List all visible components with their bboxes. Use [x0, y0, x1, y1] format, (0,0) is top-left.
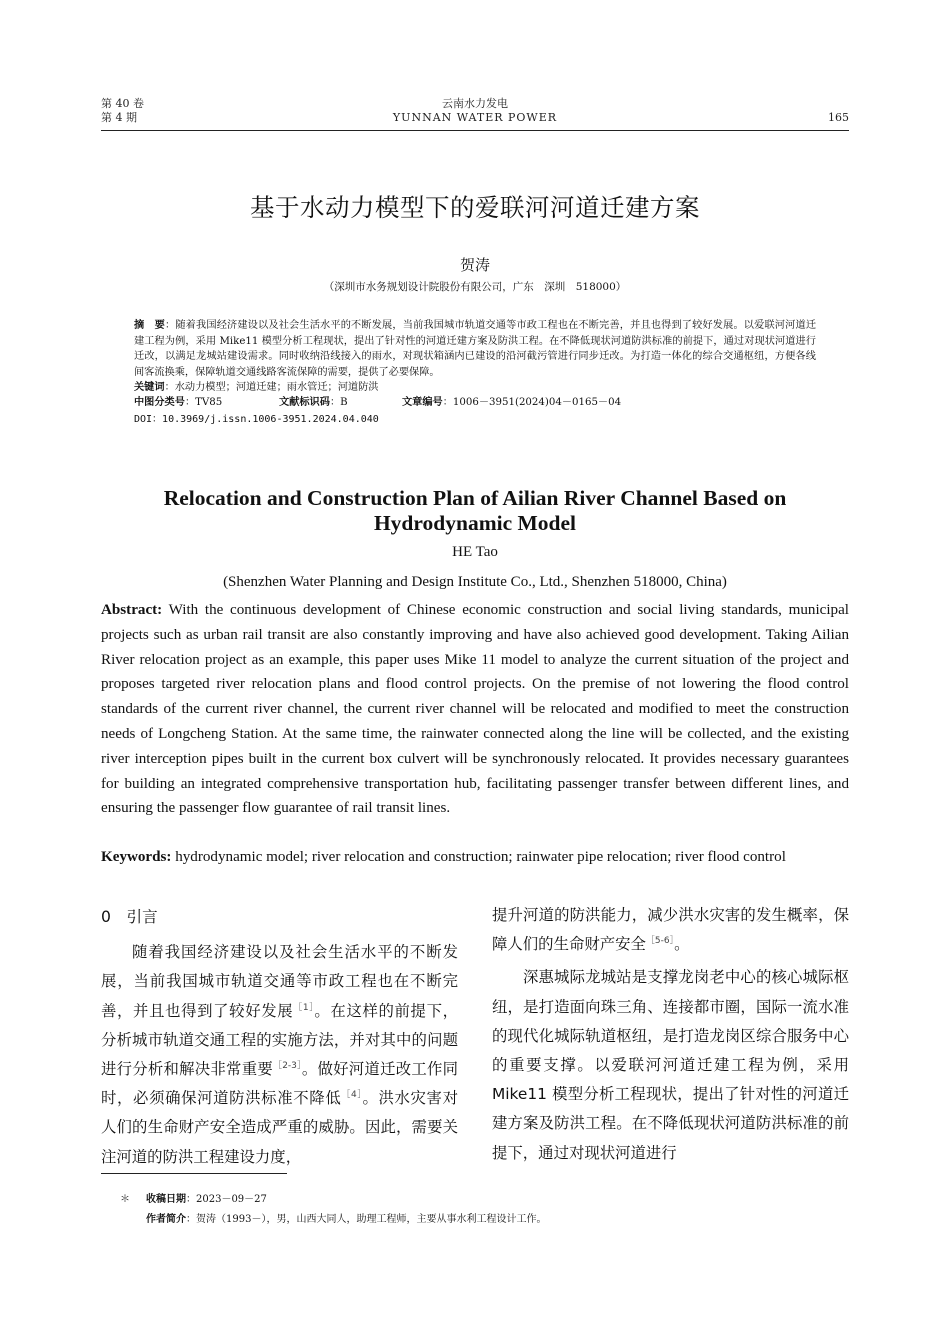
issue-label: 第 4 期: [101, 111, 137, 124]
volume-label: 第 40 卷: [101, 97, 144, 110]
footnote-received: [120, 1192, 267, 1208]
p1-text-a: 随着我国经济建设以及社会生活水平的不断发展，当前我国城市轨道交通等市政工程也在不断完善，并且也得到了较好发展: [101, 943, 458, 1020]
citation-5-6[interactable]: ［5-6］: [645, 936, 675, 947]
abstract-en-text: With the continuous development of Chinese economic construction and social living standards, municipal projects such as urban rail transit are also constantly improving and have also achieved good development. Taking Ailian River relocation project as an example, this paper uses Mike 11 model to analyze the current situation of the project and proposes targeted river relocation plans and flood control projects. On the premise of not lowering the flood control standards of the current river channel, the current river channel will be relocated and modified to meet the construction needs of Longcheng Station. At the same time, the rainwater connected along the line will be collected, and the existing river interception pipes built in the current box culvert will be synchronously relocated. It provides necessary guarantees for building an integrated comprehensive transportation hub, facilitating passenger transfer between different lines, and ensuring the passenger flow guarantee of rail transit lines.: [101, 602, 849, 817]
p2-text-a: 提升河道的防洪能力，减少洪水灾害的发生概率，保障人们的生命财产安全: [492, 906, 849, 954]
intro-paragraph-1-continued: [492, 901, 849, 959]
abstract-cn: [134, 318, 816, 427]
body-column-left: [101, 903, 458, 1172]
keywords-cn-label: 关键词: [134, 382, 165, 394]
abstract-en-label: Abstract:: [101, 602, 163, 618]
article-no-field: [402, 395, 621, 410]
doc-code-value: ：B: [329, 397, 348, 409]
citation-1[interactable]: ［1］: [293, 1002, 315, 1013]
citation-4[interactable]: ［4］: [341, 1090, 363, 1101]
footnote-divider: [101, 1173, 287, 1174]
classification-line: [134, 395, 816, 412]
footnote-star: ＊: [120, 1194, 130, 1205]
intro-paragraph-1: [101, 938, 458, 1172]
abstract-cn-text: ：随着我国经济建设以及社会生活水平的不断发展，当前我国城市轨道交通等市政工程也在不断完善，并且也得到了较好发展。以爱联河河道迁建工程为例，采用 Mike11 模型分析工程现状，提出了针对性的河道迁建方案及防洪工程。在不降低现状河道防洪标准的前提下，通过对现状河道进行迁改，以满足龙城站建设需求。同时收纳沿线接入的雨水，对现状箱涵内已建设的沿河截污管进行同步迁改。为打造一体化的综合交通枢纽，方便各线间客流换乘，保障轨道交通线路客流保障的需要，提供了必要保障。: [134, 320, 817, 378]
page-number: 165: [828, 111, 849, 124]
doc-code-label: 文献标识码: [279, 397, 330, 409]
journal-name-en: YUNNAN WATER POWER: [392, 111, 558, 124]
article-no-value: ：1006－3951(2024)04－0165－04: [442, 397, 622, 409]
received-value: ：2023－09－27: [186, 1194, 267, 1205]
doi[interactable]: DOI：10.3969/j.issn.1006-3951.2024.04.040: [134, 414, 379, 426]
keywords-en: [101, 846, 849, 868]
keywords-en-label: Keywords:: [101, 849, 172, 865]
p1-text-d: 。洪水灾害对人们的生命财产安全造成严重的威胁。因此，需要关注河道的防洪工程建设力度，: [101, 1089, 458, 1166]
clc-field: [134, 395, 222, 410]
paper-title-cn: 基于水动力模型下的爱联河河道迁建方案: [250, 193, 700, 222]
keywords-cn: [134, 380, 816, 395]
footnote-author-bio: [146, 1212, 546, 1228]
keywords-cn-text: ：水动力模型；河道迁建；雨水管迁；河道防洪: [164, 382, 379, 394]
intro-paragraph-2: 深惠城际龙城站是支撑龙岗老中心的核心城际枢纽，是打造面向珠三角、连接都市圈，国际一流水准的现代化城际轨道枢纽，是打造龙岗区综合服务中心的重要支撑。以爱联河河道迁建工程为例，采用 Mike11 模型分析工程现状，提出了针对性的河道迁建方案及防洪工程。在不降低现状河道防洪标准的前提下，通过对现状河道进行: [492, 968, 849, 1162]
clc-label: 中图分类号: [134, 397, 185, 409]
section-heading-introduction: 0 引言: [101, 908, 158, 926]
article-no-label: 文章编号: [402, 397, 443, 409]
doc-code-field: [279, 395, 348, 410]
paper-title-en: Relocation and Construction Plan of Ailian River Channel Based on Hydrodynamic Model: [163, 486, 787, 535]
author-bio-label: 作者简介: [146, 1214, 186, 1225]
author-bio-value: ：贺涛（1993－），男，山西大同人，助理工程师，主要从事水利工程设计工作。: [186, 1214, 547, 1225]
received-label: 收稿日期: [146, 1194, 186, 1205]
affiliation-cn: （深圳市水务规划设计院股份有限公司，广东 深圳 518000）: [323, 281, 627, 293]
affiliation-en: (Shenzhen Water Planning and Design Institute Co., Ltd., Shenzhen 518000, China): [223, 574, 727, 590]
p1-text-b: 。在这样的前提下，分析城市轨道交通工程的实施方法，并对其中的问题进行分析和解决非常重要: [101, 1001, 458, 1079]
header-divider: [101, 130, 849, 131]
clc-value: ：TV85: [184, 397, 223, 409]
journal-name-cn: 云南水力发电: [442, 97, 508, 110]
keywords-en-text: hydrodynamic model; river relocation and construction; rainwater pipe relocation; river flood control: [171, 849, 786, 865]
abstract-cn-body: [134, 318, 816, 380]
body-column-right: [492, 901, 849, 1168]
author-name-en: HE Tao: [452, 544, 498, 560]
author-name-cn: 贺涛: [459, 256, 490, 274]
running-header-center: [0, 97, 950, 125]
p1-text-c: 。做好河道迁改工作同时，必须确保河道防洪标准不降低: [101, 1060, 458, 1108]
abstract-en: [101, 598, 849, 821]
abstract-cn-label: 摘 要: [134, 320, 166, 331]
p2-text-b: 。: [674, 935, 690, 954]
citation-2-3[interactable]: ［2-3］: [272, 1060, 302, 1071]
